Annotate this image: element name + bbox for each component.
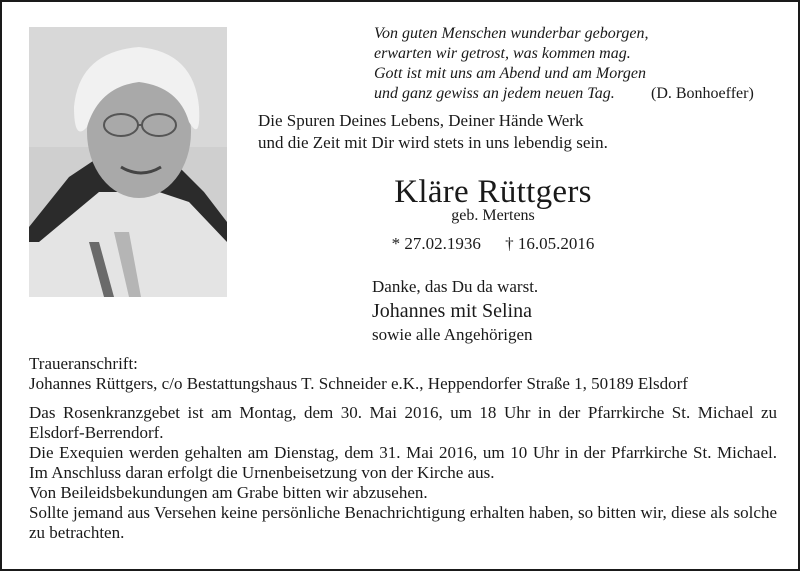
poem-line: Von guten Menschen wunderbar geborgen,: [374, 25, 649, 42]
address-text: Johannes Rüttgers, c/o Bestattungshaus T. Schneider e.K., Heppendorfer Straße 1, 50189 Elsdorf: [29, 374, 688, 393]
mourners-block: [372, 276, 772, 346]
maiden-name: geb. Mertens: [451, 207, 535, 224]
death-date: † 16.05.2016: [505, 234, 595, 253]
poem-author: (D. Bonhoeffer): [651, 85, 754, 102]
motto: [258, 110, 778, 154]
bonhoeffer-poem: [374, 24, 774, 104]
motto-line: und die Zeit mit Dir wird stets in uns lebendig sein.: [258, 133, 608, 152]
poem-line: erwarten wir getrost, was kommen mag.: [374, 45, 631, 62]
notification-info: Sollte jemand aus Versehen keine persönliche Benachrichtigung erhalten haben, so bitten wir, diese als solche zu betrachten.: [29, 503, 777, 542]
mourners-names: Johannes mit Selina: [372, 300, 532, 322]
deceased-name: Kläre Rüttgers: [394, 174, 592, 210]
rosary-info: Das Rosenkranzgebet ist am Montag, dem 30. Mai 2016, um 18 Uhr in der Pfarrkirche St. Michael zu Elsdorf-Berrendorf.: [29, 403, 777, 442]
portrait-image: [29, 27, 227, 297]
exequies-info: Die Exequien werden gehalten am Dienstag, dem 31. Mai 2016, um 10 Uhr in der Pfarrkirche St. Michael. Im Anschluss daran erfolgt die Urnenbeisetzung von der Kirche aus.: [29, 443, 777, 482]
relatives-line: sowie alle Angehörigen: [372, 325, 533, 344]
poem-line: Gott ist mit uns am Abend und am Morgen: [374, 65, 646, 82]
service-details: [29, 354, 777, 543]
motto-line: Die Spuren Deines Lebens, Deiner Hände Werk: [258, 111, 584, 130]
poem-line: und ganz gewiss an jedem neuen Tag.: [374, 85, 615, 102]
birth-date: * 27.02.1936: [391, 234, 481, 253]
life-dates: [258, 234, 728, 254]
condolences-info: Von Beileidsbekundungen am Grabe bitten wir abzusehen.: [29, 483, 428, 502]
address-label: Traueranschrift:: [29, 354, 138, 373]
portrait-photo: [29, 27, 227, 297]
thanks-line: Danke, das Du da warst.: [372, 277, 539, 296]
